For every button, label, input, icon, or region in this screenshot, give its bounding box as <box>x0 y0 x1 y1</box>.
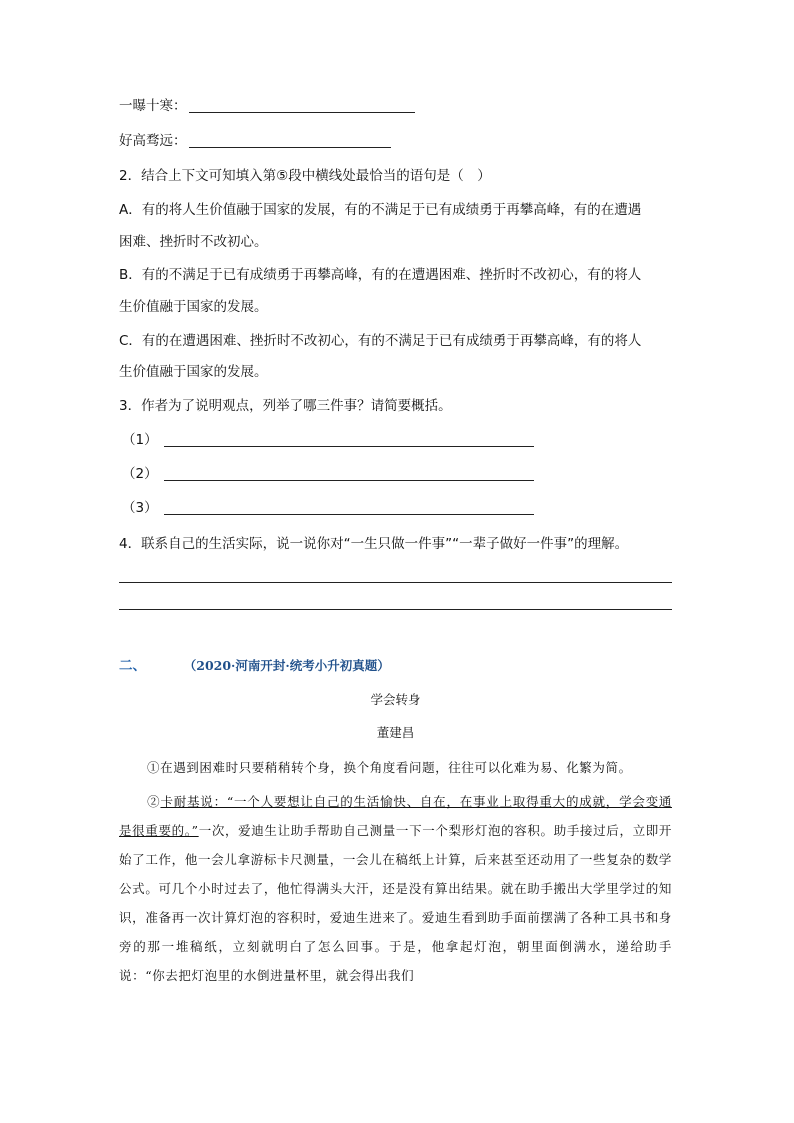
answer-blank[interactable] <box>189 98 415 113</box>
answer-blank[interactable] <box>164 466 534 481</box>
paragraph-text: ①在遇到困难时只要稍稍转个身，换个角度看问题，往往可以化难为易、化繁为简。 <box>147 760 632 775</box>
q2-option-b-line1[interactable]: B．有的不满足于已有成绩勇于再攀高峰，有的在遭遇困难、挫折时不改初心，有的将人 <box>119 267 642 283</box>
q2-option-b-line2[interactable]: 生价值融于国家的发展。 <box>119 299 268 315</box>
q2-option-a-line2[interactable]: 困难、挫折时不改初心。 <box>119 234 268 250</box>
paragraph-number: ② <box>147 794 161 809</box>
answer-blank[interactable] <box>164 500 534 515</box>
definition-term: 好高骛远： <box>119 133 187 149</box>
definition-row-2 <box>119 131 391 151</box>
q4-stem: 4．联系自己的生活实际，说一说你对“一生只做一件事”“一辈子做好一件事”的理解。 <box>119 536 629 552</box>
definition-term: 一曝十寒： <box>119 98 187 114</box>
passage-paragraph-1 <box>119 753 672 782</box>
q2-option-a-line1[interactable]: A．有的将人生价值融于国家的发展，有的不满足于已有成绩勇于再攀高峰，有的在遭遇 <box>119 202 642 218</box>
section-source: （2020·河南开封·统考小升初真题） <box>190 658 390 673</box>
q3-answer-row-3 <box>122 498 534 518</box>
q4-answer-line-2[interactable] <box>119 609 672 610</box>
q2-stem: 2．结合上下文可知填入第⑤段中横线处最恰当的语句是（ ） <box>119 168 491 184</box>
q2-option-c-line2[interactable]: 生价值融于国家的发展。 <box>119 364 268 380</box>
underlined-quote: 卡耐基说：“一个人要想让自己的生活愉快、自在，在事业上取得重大的成就，学会变通是很重要的。” <box>119 794 672 838</box>
answer-blank[interactable] <box>164 432 534 447</box>
q3-answer-row-1 <box>122 430 534 450</box>
section-number: 二、 <box>119 658 146 674</box>
q3-stem: 3．作者为了说明观点，列举了哪三件事？请简要概括。 <box>119 398 452 414</box>
answer-blank[interactable] <box>189 133 391 148</box>
answer-index: （2） <box>122 466 158 482</box>
passage-paragraph-2 <box>119 787 672 990</box>
section-header <box>119 656 390 676</box>
q3-answer-row-2 <box>122 464 534 484</box>
paragraph-text: 一次，爱迪生让助手帮助自己测量一下一个梨形灯泡的容积。助手接过后，立即开始了工作，他一会儿拿游标卡尺测量，一会儿在稿纸上计算，后来甚至还动用了一些复杂的数学公式。可几个小时过去了，他忙得满头大汗，还是没有算出结果。就在助手搬出大学里学过的知识，准备再一次计算灯泡的容积时，爱迪生进来了。爱迪生看到助手面前摆满了各种工具书和身旁的那一堆稿纸，立刻就明白了怎么回事。于是，他拿起灯泡，朝里面倒满水，递给助手说：“你去把灯泡里的水倒进量杯里，就会得出我们 <box>119 823 672 983</box>
q2-option-c-line1[interactable]: C．有的在遭遇困难、挫折时不改初心，有的不满足于已有成绩勇于再攀高峰，有的将人 <box>119 333 642 349</box>
q4-answer-line-1[interactable] <box>119 582 672 583</box>
passage-title: 学会转身 <box>370 692 421 707</box>
answer-index: （3） <box>122 500 158 516</box>
answer-index: （1） <box>122 432 158 448</box>
definition-row-1 <box>119 96 415 116</box>
passage-author: 董建昌 <box>376 725 415 740</box>
